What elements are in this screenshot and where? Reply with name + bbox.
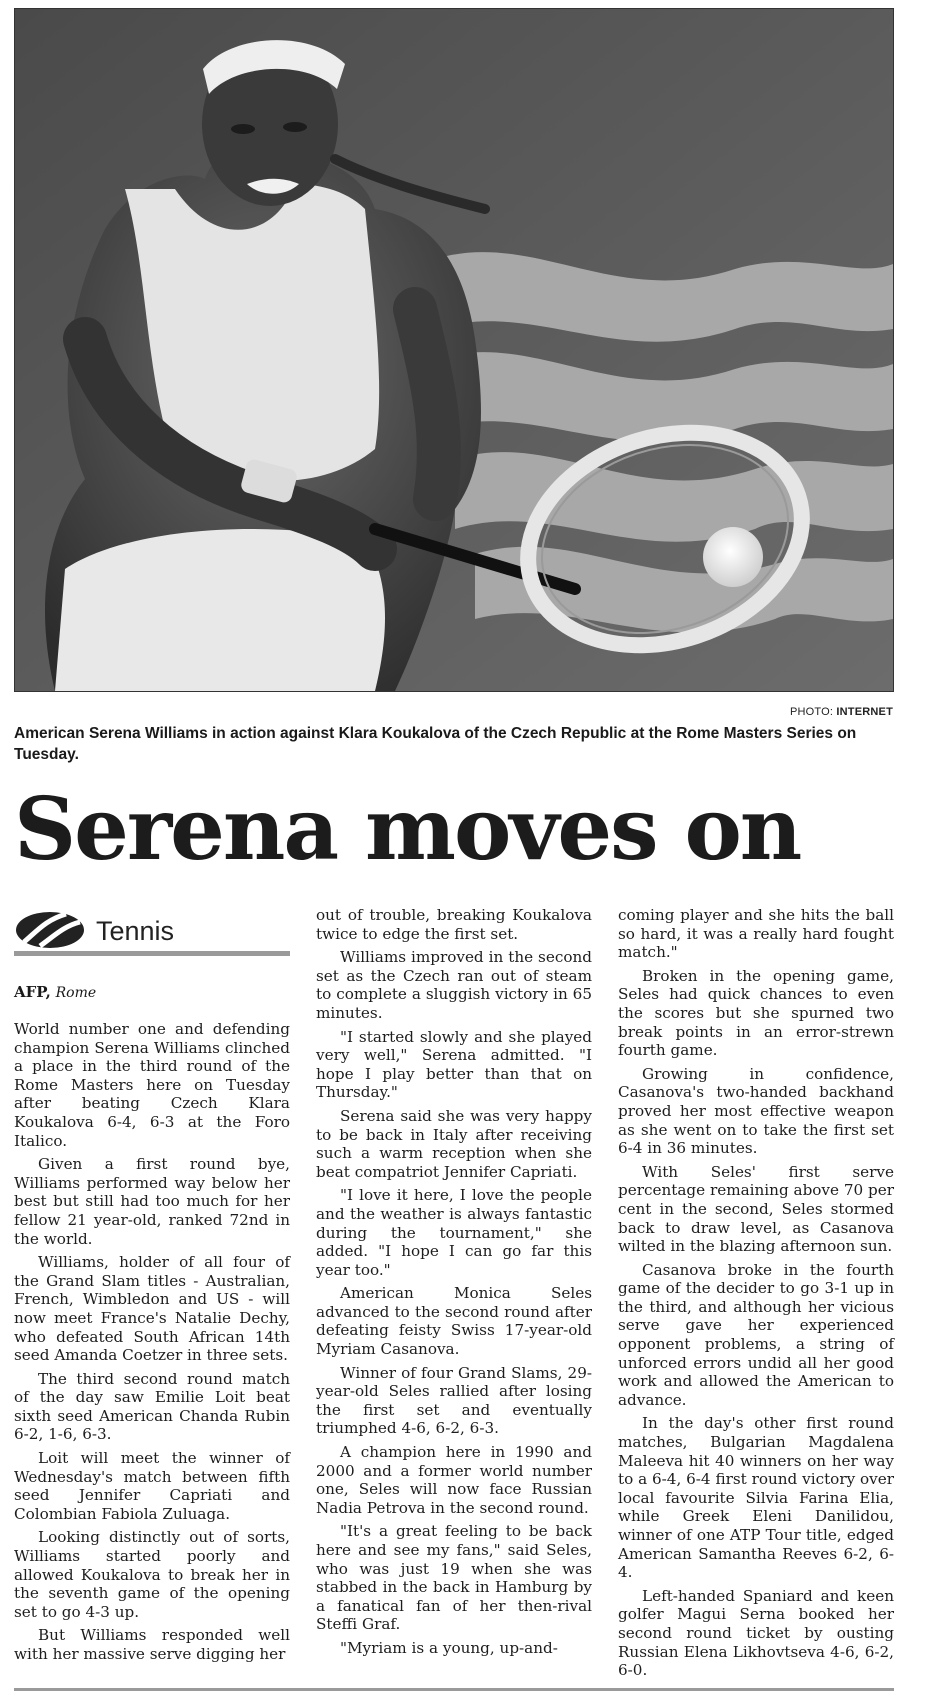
paragraph: In the day's other first round matches, Bulgarian Magdalena Maleeva hit 40 winners on her way to a 6-4, 6-4 first round victory over local favourite Silvia Farina Elia, while Greek Eleni Danilidou, winner of one ATP Tour title, edged American Samantha Reeves 6-2, 6-4. [618, 1414, 894, 1582]
section-header [14, 910, 290, 956]
byline [14, 983, 96, 1001]
paragraph: "Myriam is a young, up-and- [340, 1638, 558, 1657]
photo-credit-label: PHOTO: [789, 706, 834, 718]
byline-place: Rome [55, 985, 97, 1001]
paragraph: "I started slowly and she played very well," Serena admitted. "I hope I play better than that on Thursday." [316, 1027, 592, 1102]
photo-caption: American Serena Williams in action against Klara Koukalova of the Czech Republic at the Rome Masters Series on Tuesday. [14, 725, 857, 763]
article-column-1 [14, 1020, 290, 1669]
section-label: Tennis [96, 916, 175, 946]
news-photo [14, 8, 894, 692]
byline-agency: AFP, [14, 983, 51, 1001]
photo-credit-name: INTERNET [836, 706, 893, 718]
paragraph: Williams improved in the second set as the Czech ran out of steam to complete a sluggish victory in 65 minutes. [316, 948, 592, 1022]
paragraph: Casanova broke in the fourth game of the decider to go 3-1 up in the third, and although her vicious serve gave her experienced opponent problems, a string of unforced errors undid all her good work and allowed the American to advance. [618, 1260, 894, 1409]
paragraph: A champion here in 1990 and 2000 and a former world number one, Seles will now face Russian Nadia Petrova in the second round. [316, 1443, 592, 1517]
headline: Serena moves on [14, 779, 801, 880]
section-rule [14, 951, 290, 956]
paragraph: Loit will meet the winner of Wednesday's match between fifth seed Jennifer Capriati and Colombian Fabiola Zuluaga. [14, 1449, 290, 1523]
paragraph: The third second round match of the day saw Emilie Loit beat sixth seed American Chanda Rubin 6-2, 1-6, 6-3. [14, 1369, 290, 1444]
article-column-2 [316, 906, 592, 1663]
paragraph: Williams, holder of all four of the Grand Slam titles - Australian, French, Wimbledon and US - will now meet France's Natalie Dechy, who defeated South African 14th seed Amanda Coetzer in three sets. [14, 1253, 290, 1365]
paragraph: American Monica Seles advanced to the second round after defeating feisty Swiss 17-year-old Myriam Casanova. [316, 1284, 592, 1359]
paragraph: World number one and defending champion Serena Williams clinched a place in the third round of the Rome Masters here on Tuesday after beating Czech Klara Koukalova 6-4, 6-3 at the Foro Italico. [14, 1020, 290, 1150]
paragraph: Left-handed Spaniard and keen golfer Magui Serna booked her second round ticket by ousting Russian Elena Likhovtseva 4-6, 6-2, 6-0. [618, 1586, 894, 1680]
article-column-3 [618, 906, 894, 1685]
paragraph: Looking distinctly out of sorts, Williams started poorly and allowed Koukalova to break her in the seventh game of the opening set to go 4-3 up. [14, 1528, 290, 1621]
paragraph: Given a first round bye, Williams performed way below her best but still had too much for her fellow 21 year-old, ranked 72nd in the world. [14, 1155, 290, 1248]
paragraph: "I love it here, I love the people and the weather is always fantastic during the tournament," she added. "I hope I can go far this year too." [316, 1186, 592, 1279]
paragraph: out of trouble, breaking Koukalova twice to edge the first set. [316, 906, 592, 943]
paragraph: Winner of four Grand Slams, 29-year-old Seles rallied after losing the first set and eventually triumphed 4-6, 6-2, 6-3. [316, 1363, 592, 1438]
photo-credit [790, 706, 893, 718]
bottom-rule [14, 1688, 894, 1691]
paragraph: "It's a great feeling to be back here and see my fans," said Seles, who was just 19 when she was stabbed in the back in Hamburg by a fanatical fan of her then-rival Steffi Graf. [316, 1522, 592, 1634]
paragraph: Growing in confidence, Casanova's two-handed backhand proved her most effective weapon as she went on to take the first set 6-4 in 36 minutes. [618, 1064, 894, 1158]
tennis-player-photo [15, 9, 893, 691]
tennis-ball-icon [14, 910, 86, 950]
paragraph: Broken in the opening game, Seles had quick chances to even the scores but she spurned two break points in an error-strewn fourth game. [618, 966, 894, 1060]
paragraph: coming player and she hits the ball so hard, it was a really hard fought match." [618, 906, 894, 962]
paragraph: Serena said she was very happy to be back in Italy after receiving such a warm reception when she beat compatriot Jennifer Capriati. [316, 1106, 592, 1181]
paragraph: But Williams responded well with her massive serve digging her [14, 1626, 290, 1663]
paragraph: With Seles' first serve percentage remaining above 70 per cent in the second, Seles stormed back to draw level, as Casanova wilted in the blazing afternoon sun. [618, 1162, 894, 1256]
